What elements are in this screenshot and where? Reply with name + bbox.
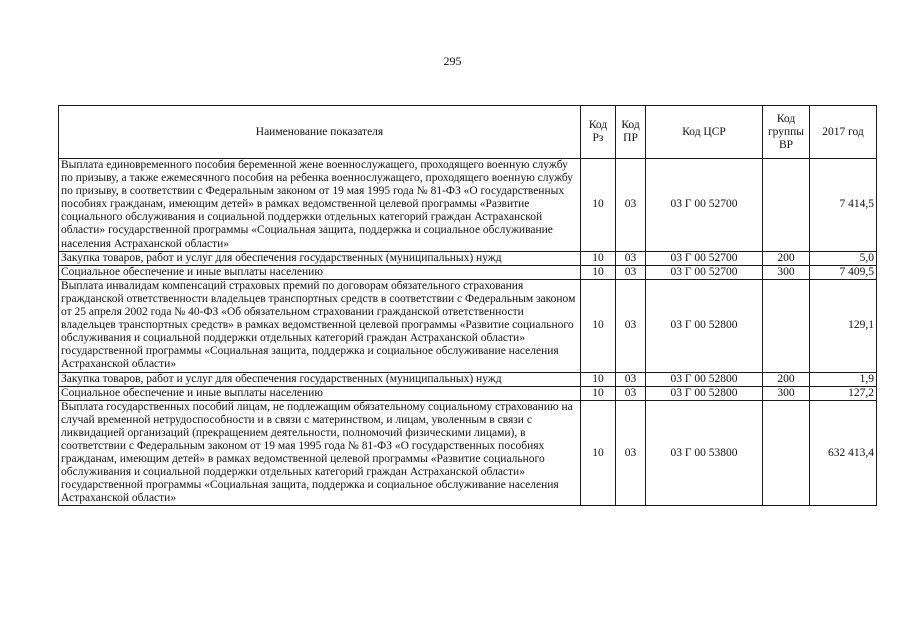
row-pr: 03: [616, 251, 646, 265]
row-name: Закупка товаров, работ и услуг для обеспечения государственных (муниципальных) нужд: [59, 372, 581, 386]
row-csr: 03 Г 00 52800: [646, 279, 763, 372]
row-rz: 10: [581, 386, 616, 400]
table-row: [59, 159, 877, 252]
row-vr: 300: [763, 265, 810, 279]
header-pr: Код ПР: [616, 106, 646, 159]
row-sum: 5,0: [810, 251, 877, 265]
row-vr: [763, 279, 810, 372]
row-csr: 03 Г 00 52700: [646, 159, 763, 252]
row-sum: 7 409,5: [810, 265, 877, 279]
row-rz: 10: [581, 159, 616, 252]
row-pr: 03: [616, 400, 646, 506]
row-csr: 03 Г 00 52800: [646, 372, 763, 386]
header-year: 2017 год: [810, 106, 877, 159]
row-name: Социальное обеспечение и иные выплаты населению: [59, 386, 581, 400]
table-row: [59, 251, 877, 265]
row-name: Выплата инвалидам компенсаций страховых премий по договорам обязательного страхования гражданской ответственности владельцев транспортных средств в соответствии с Федеральным законом от 25 апреля 2002 года № 40-ФЗ «Об обязательном страховании гражданской ответственности владельцев транспортных средств» в рамках ведомственной целевой программы «Развитие социального обслуживания и социальной поддержки отдельных категорий граждан Астраханской области» государственной программы «Социальная защита, поддержка и социальное обслуживание населения Астраханской области»: [59, 279, 581, 372]
row-vr: 200: [763, 372, 810, 386]
row-name: Закупка товаров, работ и услуг для обеспечения государственных (муниципальных) нужд: [59, 251, 581, 265]
row-rz: 10: [581, 265, 616, 279]
header-csr: Код ЦСР: [646, 106, 763, 159]
budget-table: [58, 105, 877, 506]
row-vr: [763, 400, 810, 506]
table-row: [59, 279, 877, 372]
row-sum: 129,1: [810, 279, 877, 372]
header-vr: Код группы ВР: [763, 106, 810, 159]
row-name: Выплата единовременного пособия беременной жене военнослужащего, проходящего военную службу по призыву, а также ежемесячного пособия на ребенка военнослужащего, проходящего военную службу по призыву, в соответствии с Федеральным законом от 19 мая 1995 года № 81-ФЗ «О государственных пособиях гражданам, имеющим детей» в рамках ведомственной целевой программы «Развитие социального обслуживания и социальной поддержки отдельных категорий граждан Астраханской области» государственной программы «Социальная защита, поддержка и социальное обслуживание населения Астраханской области»: [59, 159, 581, 252]
table-row: [59, 372, 877, 386]
page-number: 295: [443, 54, 462, 68]
row-sum: 127,2: [810, 386, 877, 400]
table-row: [59, 265, 877, 279]
row-sum: 632 413,4: [810, 400, 877, 506]
table-header-row: [59, 106, 877, 159]
row-rz: 10: [581, 372, 616, 386]
row-pr: 03: [616, 372, 646, 386]
row-rz: 10: [581, 400, 616, 506]
row-pr: 03: [616, 386, 646, 400]
row-pr: 03: [616, 159, 646, 252]
row-csr: 03 Г 00 52800: [646, 386, 763, 400]
row-csr: 03 Г 00 52700: [646, 251, 763, 265]
row-pr: 03: [616, 265, 646, 279]
header-rz: Код Рз: [581, 106, 616, 159]
table-row: [59, 400, 877, 506]
table-row: [59, 386, 877, 400]
row-pr: 03: [616, 279, 646, 372]
row-csr: 03 Г 00 53800: [646, 400, 763, 506]
row-rz: 10: [581, 279, 616, 372]
row-vr: 300: [763, 386, 810, 400]
row-vr: 200: [763, 251, 810, 265]
row-sum: 1,9: [810, 372, 877, 386]
row-name: Социальное обеспечение и иные выплаты населению: [59, 265, 581, 279]
row-sum: 7 414,5: [810, 159, 877, 252]
row-name: Выплата государственных пособий лицам, не подлежащим обязательному социальному страхованию на случай временной нетрудоспособности и в связи с материнством, и лицам, уволенным в связи с ликвидацией организаций (прекращением деятельности, полномочий физическими лицами), в соответствии с Федеральным законом от 19 мая 1995 года № 81-ФЗ «О государственных пособиях гражданам, имеющим детей» в рамках ведомственной целевой программы «Развитие социального обслуживания и социальной поддержки отдельных категорий граждан Астраханской области» государственной программы «Социальная защита, поддержка и социальное обслуживание населения Астраханской области»: [59, 400, 581, 506]
row-rz: 10: [581, 251, 616, 265]
header-name: Наименование показателя: [59, 106, 581, 159]
row-csr: 03 Г 00 52700: [646, 265, 763, 279]
row-vr: [763, 159, 810, 252]
